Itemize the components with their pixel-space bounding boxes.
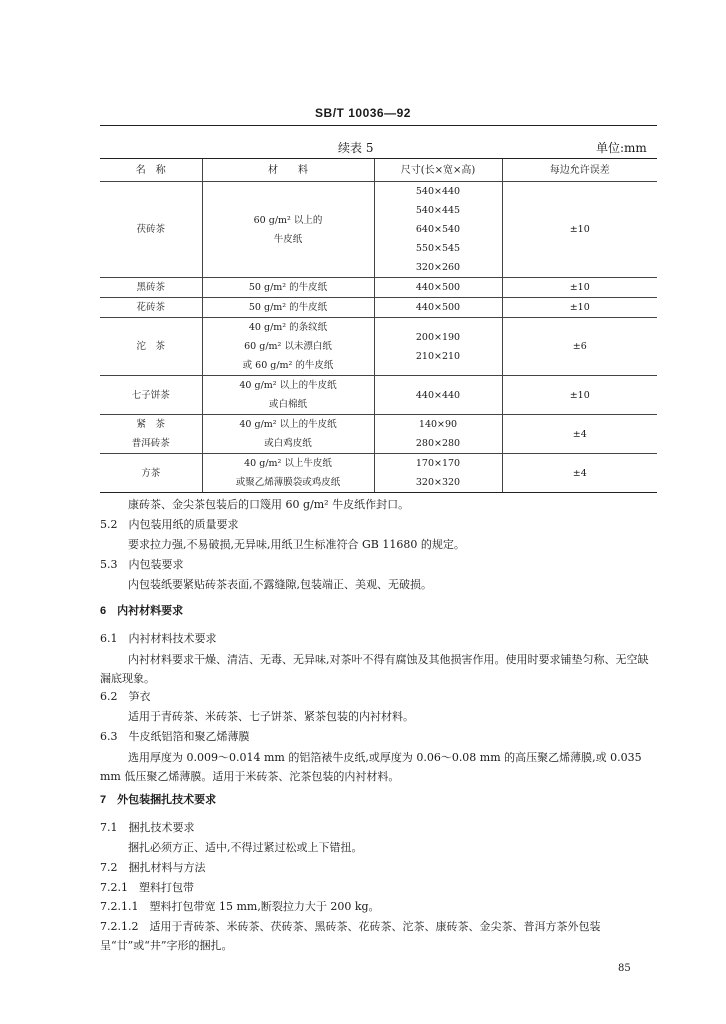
column-header: 名 称 — [100, 159, 202, 182]
material-cell: 50 g/m² 的牛皮纸 — [202, 278, 374, 298]
size-cell: 140×90 280×280 — [374, 415, 502, 454]
table-row — [100, 278, 657, 298]
material-cell: 40 g/m² 的条纹纸 60 g/m² 以未漂白纸 或 60 g/m² 的牛皮纸 — [202, 318, 374, 376]
tea-name-cell: 方茶 — [100, 454, 202, 493]
size-cell: 440×500 — [374, 278, 502, 298]
section-heading: 6.2 笋衣 — [100, 690, 151, 703]
size-cell: 540×440 540×445 640×540 550×545 320×260 — [374, 182, 502, 278]
material-cell: 60 g/m² 以上的 牛皮纸 — [202, 182, 374, 278]
section-heading: 5.2 内包装用纸的质量要求 — [100, 518, 239, 531]
size-cell: 440×440 — [374, 376, 502, 415]
page-number: 85 — [618, 963, 631, 974]
tolerance-cell: ±6 — [502, 318, 657, 376]
size-cell: 440×500 — [374, 298, 502, 318]
section-heading: 6.3 牛皮纸铝箔和聚乙烯薄膜 — [100, 730, 250, 743]
paragraph: 选用厚度为 0.009～0.014 mm 的铝箔裱牛皮纸,或厚度为 0.06～0.08 mm 的高压聚乙烯薄膜,或 0.035 mm 低压聚乙烯薄膜。适用于米砖茶、沱茶包装的内衬材料。 — [100, 751, 642, 783]
chapter-heading: 6 内衬材料要求 — [100, 605, 184, 617]
table-row — [100, 318, 657, 376]
tolerance-cell: ±4 — [502, 454, 657, 493]
paragraph: 捆扎必须方正、适中,不得过紧过松或上下错扭。 — [128, 841, 363, 854]
table-note: 康砖茶、金尖茶包装后的口篾用 60 g/m² 牛皮纸作封口。 — [128, 498, 410, 511]
tea-name-cell: 七子饼茶 — [100, 376, 202, 415]
tolerance-cell: ±10 — [502, 376, 657, 415]
section-heading: 7.2.1 塑料打包带 — [100, 881, 194, 894]
paragraph: 要求拉力强,不易破损,无异味,用纸卫生标准符合 GB 11680 的规定。 — [128, 538, 465, 551]
tolerance-cell: ±4 — [502, 415, 657, 454]
table-row — [100, 415, 657, 454]
paragraph: 适用于青砖茶、米砖茶、七子饼茶、紧茶包装的内衬材料。 — [128, 710, 414, 723]
chapter-heading: 7 外包装捆扎技术要求 — [100, 794, 217, 806]
column-header: 每边允许误差 — [502, 159, 657, 182]
tea-name-cell: 紧 茶 普洱砖茶 — [100, 415, 202, 454]
tea-name-cell: 沱 茶 — [100, 318, 202, 376]
material-cell: 40 g/m² 以上牛皮纸 或聚乙烯薄膜袋或鸡皮纸 — [202, 454, 374, 493]
section-heading: 6.1 内衬材料技术要求 — [100, 632, 217, 645]
column-header: 尺寸(长×宽×高) — [374, 159, 502, 182]
paragraph: 内衬材料要求干燥、清洁、无毒、无异味,对茶叶不得有腐蚀及其他损害作用。使用时要求铺垫匀称、无空缺漏底现象。 — [100, 653, 649, 685]
header-rule — [100, 125, 657, 126]
tolerance-cell: ±10 — [502, 298, 657, 318]
section-heading: 5.3 内包装要求 — [100, 558, 184, 571]
standard-number: SB/T 10036—92 — [315, 106, 411, 120]
table-row — [100, 454, 657, 493]
table-caption: 续表 5 — [338, 141, 374, 155]
tolerance-cell: ±10 — [502, 182, 657, 278]
section-heading: 7.1 捆扎技术要求 — [100, 821, 195, 834]
size-cell: 170×170 320×320 — [374, 454, 502, 493]
material-cell: 40 g/m² 以上的牛皮纸 或白棉纸 — [202, 376, 374, 415]
paragraph: 7.2.1.1 塑料打包带宽 15 mm,断裂拉力大于 200 kg。 — [100, 900, 380, 913]
column-header: 材 料 — [202, 159, 374, 182]
table-row — [100, 182, 657, 278]
tea-name-cell: 黑砖茶 — [100, 278, 202, 298]
tea-name-cell: 花砖茶 — [100, 298, 202, 318]
table-row — [100, 376, 657, 415]
paragraph: 7.2.1.2 适用于青砖茶、米砖茶、茯砖茶、黑砖茶、花砖茶、沱茶、康砖茶、金尖茶、普洱方茶外包装呈“廿”或“井”字形的捆扎。 — [100, 920, 601, 952]
section-heading: 7.2 捆扎材料与方法 — [100, 861, 206, 874]
size-cell: 200×190 210×210 — [374, 318, 502, 376]
packaging-spec-table — [100, 158, 657, 493]
paragraph: 内包装纸要紧贴砖茶表面,不露缝隙,包装端正、美观、无破损。 — [128, 578, 432, 591]
table-header-row — [100, 159, 657, 182]
material-cell: 40 g/m² 以上的牛皮纸 或白鸡皮纸 — [202, 415, 374, 454]
tolerance-cell: ±10 — [502, 278, 657, 298]
table-row — [100, 298, 657, 318]
table-unit: 单位:mm — [596, 141, 647, 155]
tea-name-cell: 茯砖茶 — [100, 182, 202, 278]
material-cell: 50 g/m² 的牛皮纸 — [202, 298, 374, 318]
